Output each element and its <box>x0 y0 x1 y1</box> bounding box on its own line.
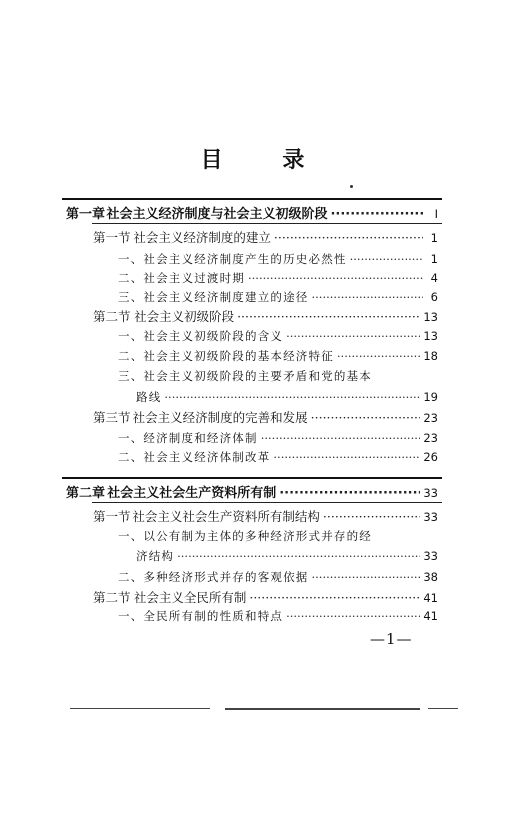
section-rule <box>92 502 442 503</box>
toc-item: 一、经济制度和经济体制 ····· 23 <box>118 430 438 446</box>
toc-item: 二、社会主义经济体制改革 ····· 26 <box>118 449 438 465</box>
toc-item: 一、社会主义经济制度产生的历史必然性 ····· 1 <box>118 251 438 267</box>
toc-section-1-3: 第三节 社会主义经济制度的完善和发展 ····· 23 <box>93 408 438 426</box>
toc-chapter-1: 第一章 社会主义经济制度与社会主义初级阶段 ····· I <box>66 203 438 222</box>
toc-item: 二、多种经济形式并存的客观依据 ····· 38 <box>118 569 438 585</box>
footer-rule <box>70 708 210 709</box>
speck <box>350 185 353 188</box>
toc-item-continued: 济结构 ····· 33 <box>136 548 438 564</box>
chapter-rule <box>62 477 442 479</box>
toc-item: 一、社会主义初级阶段的含义 ····· 13 <box>118 328 438 344</box>
toc-item: 三、社会主义经济制度建立的途径 ····· 6 <box>118 289 438 305</box>
section-rule <box>92 223 442 224</box>
toc-item: 二、社会主义初级阶段的基本经济特征 ····· 18 <box>118 348 438 364</box>
page-number: —1— <box>370 630 413 648</box>
toc-item: 一、以公有制为主体的多种经济形式并存的经 <box>118 529 372 543</box>
toc-item: 一、全民所有制的性质和特点 ····· 41 <box>118 608 438 624</box>
toc-section-1-2: 第二节 社会主义初级阶段 ····· 13 <box>93 307 438 325</box>
footer-rule <box>225 708 420 710</box>
toc-item: 二、社会主义过渡时期 ····· 4 <box>118 270 438 286</box>
page-title: 目 录 <box>200 147 331 173</box>
toc-section-1-1: 第一节 社会主义经济制度的建立 ····· 1 <box>93 228 438 246</box>
toc-item: 三、社会主义初级阶段的主要矛盾和党的基本 <box>118 369 372 383</box>
footer-rule <box>428 708 458 709</box>
chapter-rule <box>62 198 442 200</box>
toc-item-continued: 路线 ····· 19 <box>136 389 438 405</box>
toc-chapter-2: 第二章 社会主义社会生产资料所有制 ····· 33 <box>66 482 438 501</box>
toc-section-2-2: 第二节 社会主义全民所有制 ····· 41 <box>93 588 438 606</box>
toc-section-2-1: 第一节 社会主义社会生产资料所有制结构 ····· 33 <box>93 507 438 525</box>
